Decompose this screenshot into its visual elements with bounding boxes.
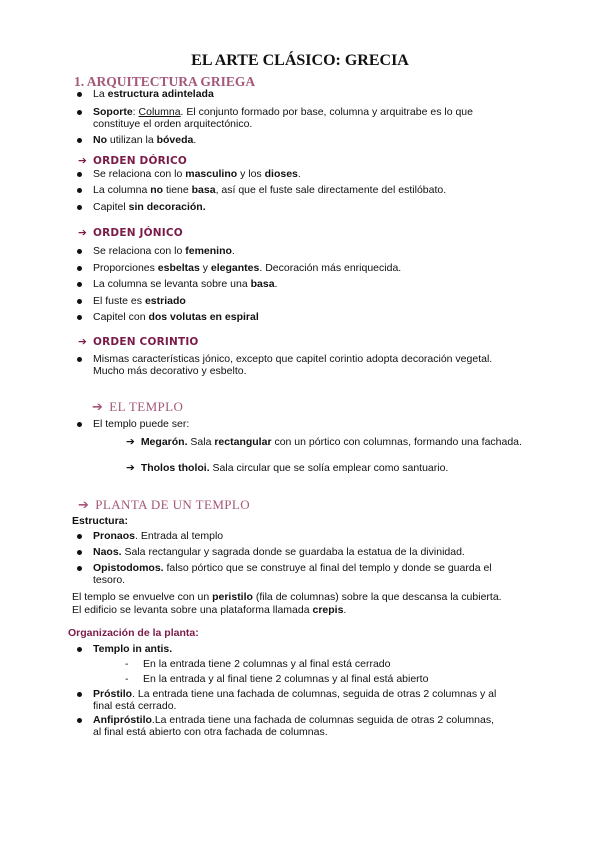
arrow-right-icon: ➔ <box>78 336 87 348</box>
list-item: La estructura adintelada <box>93 88 214 100</box>
bullet-icon <box>77 138 82 143</box>
list-item: Naos. Sala rectangular y sagrada donde se guardaba la estatua de la divinidad. <box>93 546 465 558</box>
heading-organizacion: Organización de la planta: <box>68 627 199 639</box>
bullet-icon <box>77 110 82 115</box>
list-item: No utilizan la bóveda. <box>93 134 196 146</box>
heading-planta-templo: ➔ PLANTA DE UN TEMPLO <box>78 497 251 513</box>
dash-bullet: - <box>125 673 129 685</box>
section-heading-arquitectura: 1. ARQUITECTURA GRIEGA <box>74 74 256 89</box>
document-title: EL ARTE CLÁSICO: GRECIA <box>191 52 409 69</box>
dash-bullet: - <box>125 658 129 670</box>
list-item: El fuste es estriado <box>93 295 186 307</box>
list-item: La columna se levanta sobre una basa. <box>93 278 277 290</box>
bullet-icon <box>77 534 82 539</box>
bullet-icon <box>77 422 82 427</box>
structure-label: Estructura: <box>72 515 129 527</box>
list-item: Anfipróstilo.La entrada tiene una fachada de columnas seguida de otras 2 columnas, al final está abierto con otra fachada de columnas. <box>93 714 494 738</box>
list-item: Proporciones esbeltas y elegantes. Decoración más enriquecida. <box>93 262 401 274</box>
bullet-icon <box>77 566 82 571</box>
list-item: Pronaos. Entrada al templo <box>93 530 223 542</box>
sub-list-item: - En la entrada tiene 2 columnas y al final está cerrado <box>125 658 391 670</box>
list-item: Soporte: Columna. El conjunto formado por base, columna y arquitrabe es lo que constituye el orden arquitectónico. <box>93 106 473 130</box>
bullet-icon <box>77 550 82 555</box>
bullet-icon <box>77 266 82 271</box>
arrow-right-icon: ➔ <box>126 462 135 474</box>
paragraph-crepis: El edificio se levanta sobre una plataforma llamada crepis. <box>72 604 347 616</box>
list-item: Próstilo. La entrada tiene una fachada de columnas, seguida de otras 2 columnas y al final está cerrado. <box>93 688 496 712</box>
paragraph-peristilo: El templo se envuelve con un peristilo (fila de columnas) sobre la que descansa la cubierta. <box>72 591 502 603</box>
bullet-icon <box>77 357 82 362</box>
temple-type-item: ➔ Megarón. Sala rectangular con un pórtico con columnas, formando una fachada. <box>126 436 522 448</box>
temple-type-item: ➔ Tholos tholoi. Sala circular que se solía emplear como santuario. <box>126 462 449 474</box>
bullet-icon <box>77 188 82 193</box>
list-item: Capitel sin decoración. <box>93 201 206 213</box>
list-item: Templo in antis. <box>93 643 172 655</box>
bullet-icon <box>77 172 82 177</box>
heading-el-templo: ➔ EL TEMPLO <box>92 399 184 415</box>
bullet-icon <box>77 282 82 287</box>
bullet-icon <box>77 718 82 723</box>
bullet-icon <box>77 315 82 320</box>
subheading-orden-jonico: ➔ ORDEN JÓNICO <box>78 227 183 239</box>
subheading-orden-corintio: ➔ ORDEN CORINTIO <box>78 336 199 348</box>
list-item: La columna no tiene basa, así que el fuste sale directamente del estilóbato. <box>93 184 446 196</box>
arrow-right-icon: ➔ <box>92 400 104 415</box>
arrow-right-icon: ➔ <box>78 155 87 167</box>
list-item: Opistodomos. falso pórtico que se construye al final del templo y donde se guarda el tesoro. <box>93 562 492 586</box>
arrow-right-icon: ➔ <box>78 498 90 513</box>
list-item: Se relaciona con lo femenino. <box>93 245 235 257</box>
list-item: Capitel con dos volutas en espiral <box>93 311 259 323</box>
arrow-right-icon: ➔ <box>126 436 135 448</box>
bullet-icon <box>77 647 82 652</box>
sub-list-item: - En la entrada y al final tiene 2 columnas y al final está abierto <box>125 673 429 685</box>
bullet-icon <box>77 692 82 697</box>
bullet-icon <box>77 249 82 254</box>
bullet-icon <box>77 299 82 304</box>
bullet-icon <box>77 205 82 210</box>
subheading-orden-dorico: ➔ ORDEN DÓRICO <box>78 155 188 167</box>
bullet-icon <box>77 92 82 97</box>
arrow-right-icon: ➔ <box>78 227 87 239</box>
list-item: Se relaciona con lo masculino y los dioses. <box>93 168 301 180</box>
list-item: El templo puede ser: <box>93 418 189 430</box>
list-item: Mismas características jónico, excepto que capitel corintio adopta decoración vegetal. Mucho más decorativo y esbelto. <box>93 353 492 377</box>
